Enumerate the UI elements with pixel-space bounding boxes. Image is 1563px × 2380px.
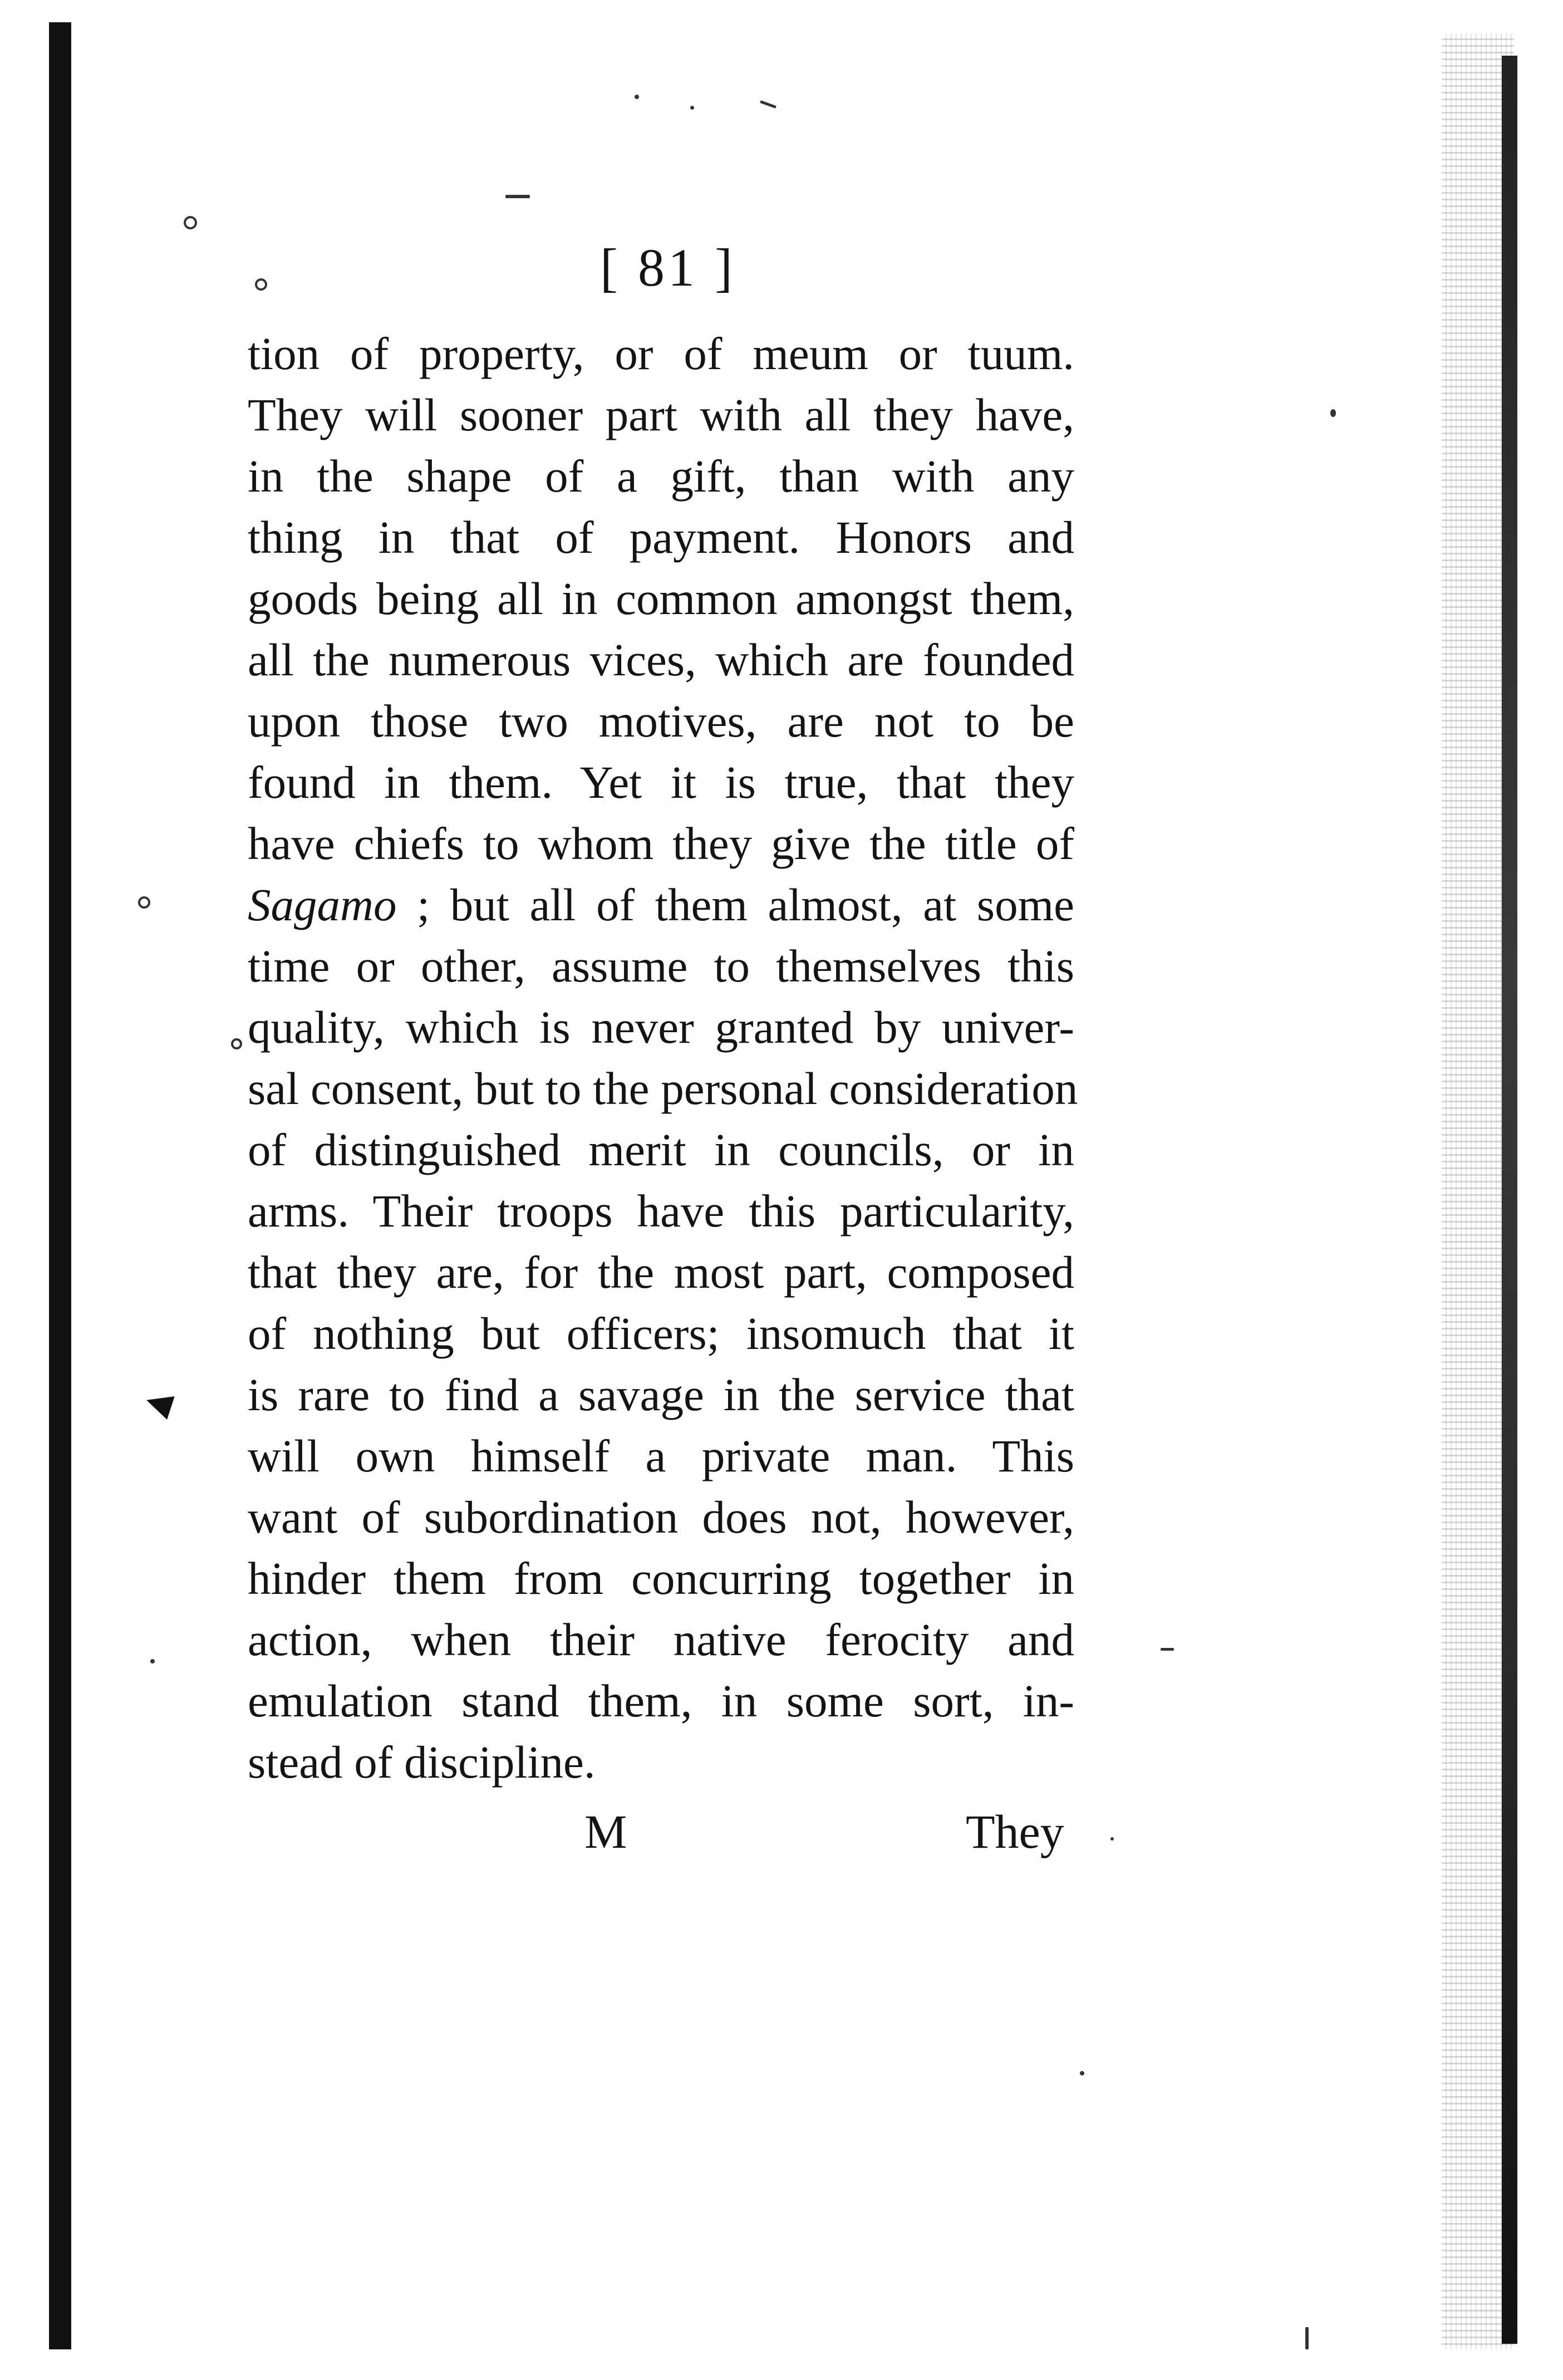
text-line: upon those two motives, are not to be xyxy=(248,695,1074,747)
text-line-rest: ; but all of them almost, at some xyxy=(396,879,1074,930)
text-line: quality, which is never granted by univer- xyxy=(248,1002,1074,1053)
text-line: in the shape of a gift, than with any xyxy=(248,450,1074,502)
body-text xyxy=(248,323,1078,1793)
page-binding-shadow xyxy=(49,22,71,2349)
text-line: found in them. Yet it is true, that they xyxy=(248,757,1074,808)
scan-speck xyxy=(1330,409,1336,417)
text-line: all the numerous vices, which are founded xyxy=(248,634,1074,685)
scan-speck xyxy=(505,195,530,198)
text-line: is rare to find a savage in the service that xyxy=(248,1369,1074,1420)
scan-speck xyxy=(760,100,776,109)
text-line: time or other, assume to themselves this xyxy=(248,940,1074,992)
text-line: sal consent, but to the personal consideration xyxy=(248,1063,1078,1114)
scan-speck xyxy=(255,278,267,291)
scan-speck xyxy=(1110,1837,1114,1841)
text-line: tion of property, or of meum or tuum. xyxy=(248,328,1074,379)
page-edge-shadow xyxy=(1502,56,1517,2344)
text-line: action, when their native ferocity and xyxy=(248,1614,1074,1665)
scan-speck xyxy=(138,896,150,909)
scan-mark-arrow xyxy=(142,1388,174,1420)
text-line: have chiefs to whom they give the title of xyxy=(248,818,1074,869)
scan-speck xyxy=(690,106,694,110)
text-line: thing in that of payment. Honors and xyxy=(248,512,1074,563)
text-line: hinder them from concurring together in xyxy=(248,1553,1074,1604)
text-line: of nothing but officers; insomuch that it xyxy=(248,1308,1074,1359)
scan-speck xyxy=(1305,2327,1309,2349)
scan-speck xyxy=(150,1659,155,1663)
text-line: will own himself a private man. This xyxy=(248,1430,1074,1481)
italic-term: Sagamo xyxy=(248,879,397,930)
signature-mark: M xyxy=(584,1805,627,1858)
scan-speck xyxy=(635,95,639,99)
text-line: want of subordination does not, however, xyxy=(248,1491,1074,1543)
text-line: of distinguished merit in councils, or in xyxy=(248,1124,1074,1175)
text-line: arms. Their troops have this particularity, xyxy=(248,1185,1074,1236)
scan-speck xyxy=(184,216,197,229)
page-number: [ 81 ] xyxy=(600,238,736,297)
scan-speck xyxy=(231,1038,242,1049)
text-line: emulation stand them, in some sort, in- xyxy=(248,1675,1074,1726)
text-line: goods being all in common amongst them, xyxy=(248,573,1074,624)
scan-speck xyxy=(1080,2071,1084,2075)
text-line xyxy=(248,874,1074,935)
text-line: stead of discipline. xyxy=(248,1736,596,1788)
text-line: that they are, for the most part, composed xyxy=(248,1247,1074,1298)
scan-speck xyxy=(1161,1648,1174,1651)
text-line: They will sooner part with all they have, xyxy=(248,389,1074,440)
catchword: They xyxy=(966,1805,1064,1858)
